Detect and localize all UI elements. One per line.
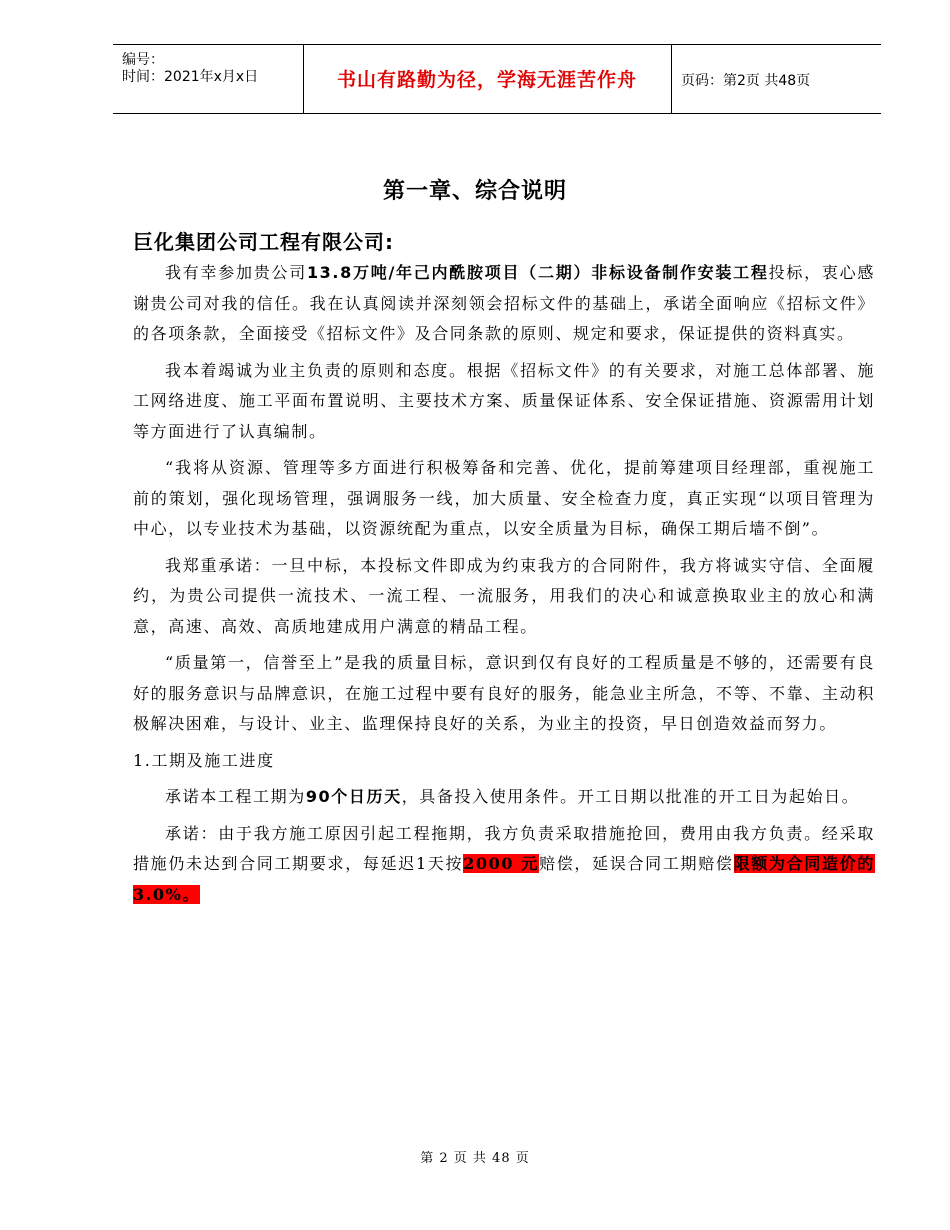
penalty-cap-highlight: 限额为合同造价的3.0%。 — [133, 854, 875, 904]
paragraph-preparation: “我将从资源、管理等多方面进行积极筹备和完善、优化，提前筹建项目经理部，重视施工前的策划，强化现场管理，强调服务一线，加大质量、安全检查力度，真正实现“以项目管理为中心，以专业技术为基础，以资源统配为重点，以安全质量为目标，确保工期后墙不倒”。 — [133, 458, 875, 538]
header-left-cell — [113, 45, 304, 113]
paragraph-text: 承诺本工程工期为 — [165, 787, 306, 806]
document-code-label: 编号： — [122, 52, 164, 68]
page-number-label: 页码：第2页 共48页 — [681, 73, 811, 89]
duration-value: 90个日历天 — [305, 787, 402, 806]
paragraph-text: 投标，衷心感谢贵公司对我的信任。我在认真阅读并深刻领会招标文件的基础上，承诺全面响应《招标文件》的各项条款，全面接受《招标文件》及合同条款的原则、规定和要求，保证提供的资料真实。 — [133, 263, 875, 343]
paragraph-text: 我有幸参加贵公司 — [165, 263, 307, 282]
paragraph-quality: “质量第一，信誉至上”是我的质量目标，意识到仅有良好的工程质量是不够的，还需要有良好的服务意识与品牌意识，在施工过程中要有良好的服务，能急业主所急，不等、不靠、主动积极解决困难，与设计、业主、监理保持良好的关系，为业主的投资，早日创造效益而努力。 — [133, 653, 875, 733]
paragraph-penalty — [133, 819, 875, 911]
paragraph-commitment: 我郑重承诺：一旦中标，本投标文件即成为约束我方的合同附件，我方将诚实守信、全面履约，为贵公司提供一流技术、一流工程、一流服务，用我们的决心和诚意换取业主的放心和满意，高速、高效、高质地建成用户满意的精品工程。 — [133, 555, 875, 636]
header-right-cell — [671, 45, 881, 113]
header-motto: 书山有路勤为径，学海无涯苦作舟 — [336, 69, 637, 91]
paragraph-principle: 我本着竭诚为业主负责的原则和态度。根据《招标文件》的有关要求，对施工总体部署、施工网络进度、施工平面布置说明、主要技术方案、质量保证体系、安全保证措施、资源需用计划等方面进行了认真编制。 — [133, 360, 875, 441]
chapter-title: 第一章、综合说明 — [382, 179, 567, 204]
paragraph-text: ，具备投入使用条件。开工日期以批准的开工日为起始日。 — [401, 787, 860, 806]
section-heading-schedule: 1.工期及施工进度 — [133, 750, 275, 770]
page-footer: 第 2 页 共 48 页 — [420, 1151, 530, 1166]
penalty-amount-highlight: 2000 元 — [463, 854, 540, 873]
recipient-heading: 巨化集团公司工程有限公司: — [133, 230, 394, 254]
paragraph-text: 赔偿，延误合同工期赔偿 — [539, 854, 734, 873]
header-center-cell — [303, 45, 672, 113]
project-name: 13.8万吨/年己内酰胺项目（二期）非标设备制作安装工程 — [306, 263, 769, 282]
document-body — [133, 258, 875, 916]
document-time-label: 时间：2021年x月x日 — [122, 69, 259, 85]
paragraph-text: 承诺：由于我方施工原因引起工程拖期，我方负责采取措施抢回，费用由我方负责。经采取措施仍未达到合同工期要求，每延迟1天按 — [133, 823, 875, 873]
paragraph-intro — [133, 258, 875, 350]
paragraph-duration — [133, 782, 875, 813]
page-header — [113, 44, 881, 114]
